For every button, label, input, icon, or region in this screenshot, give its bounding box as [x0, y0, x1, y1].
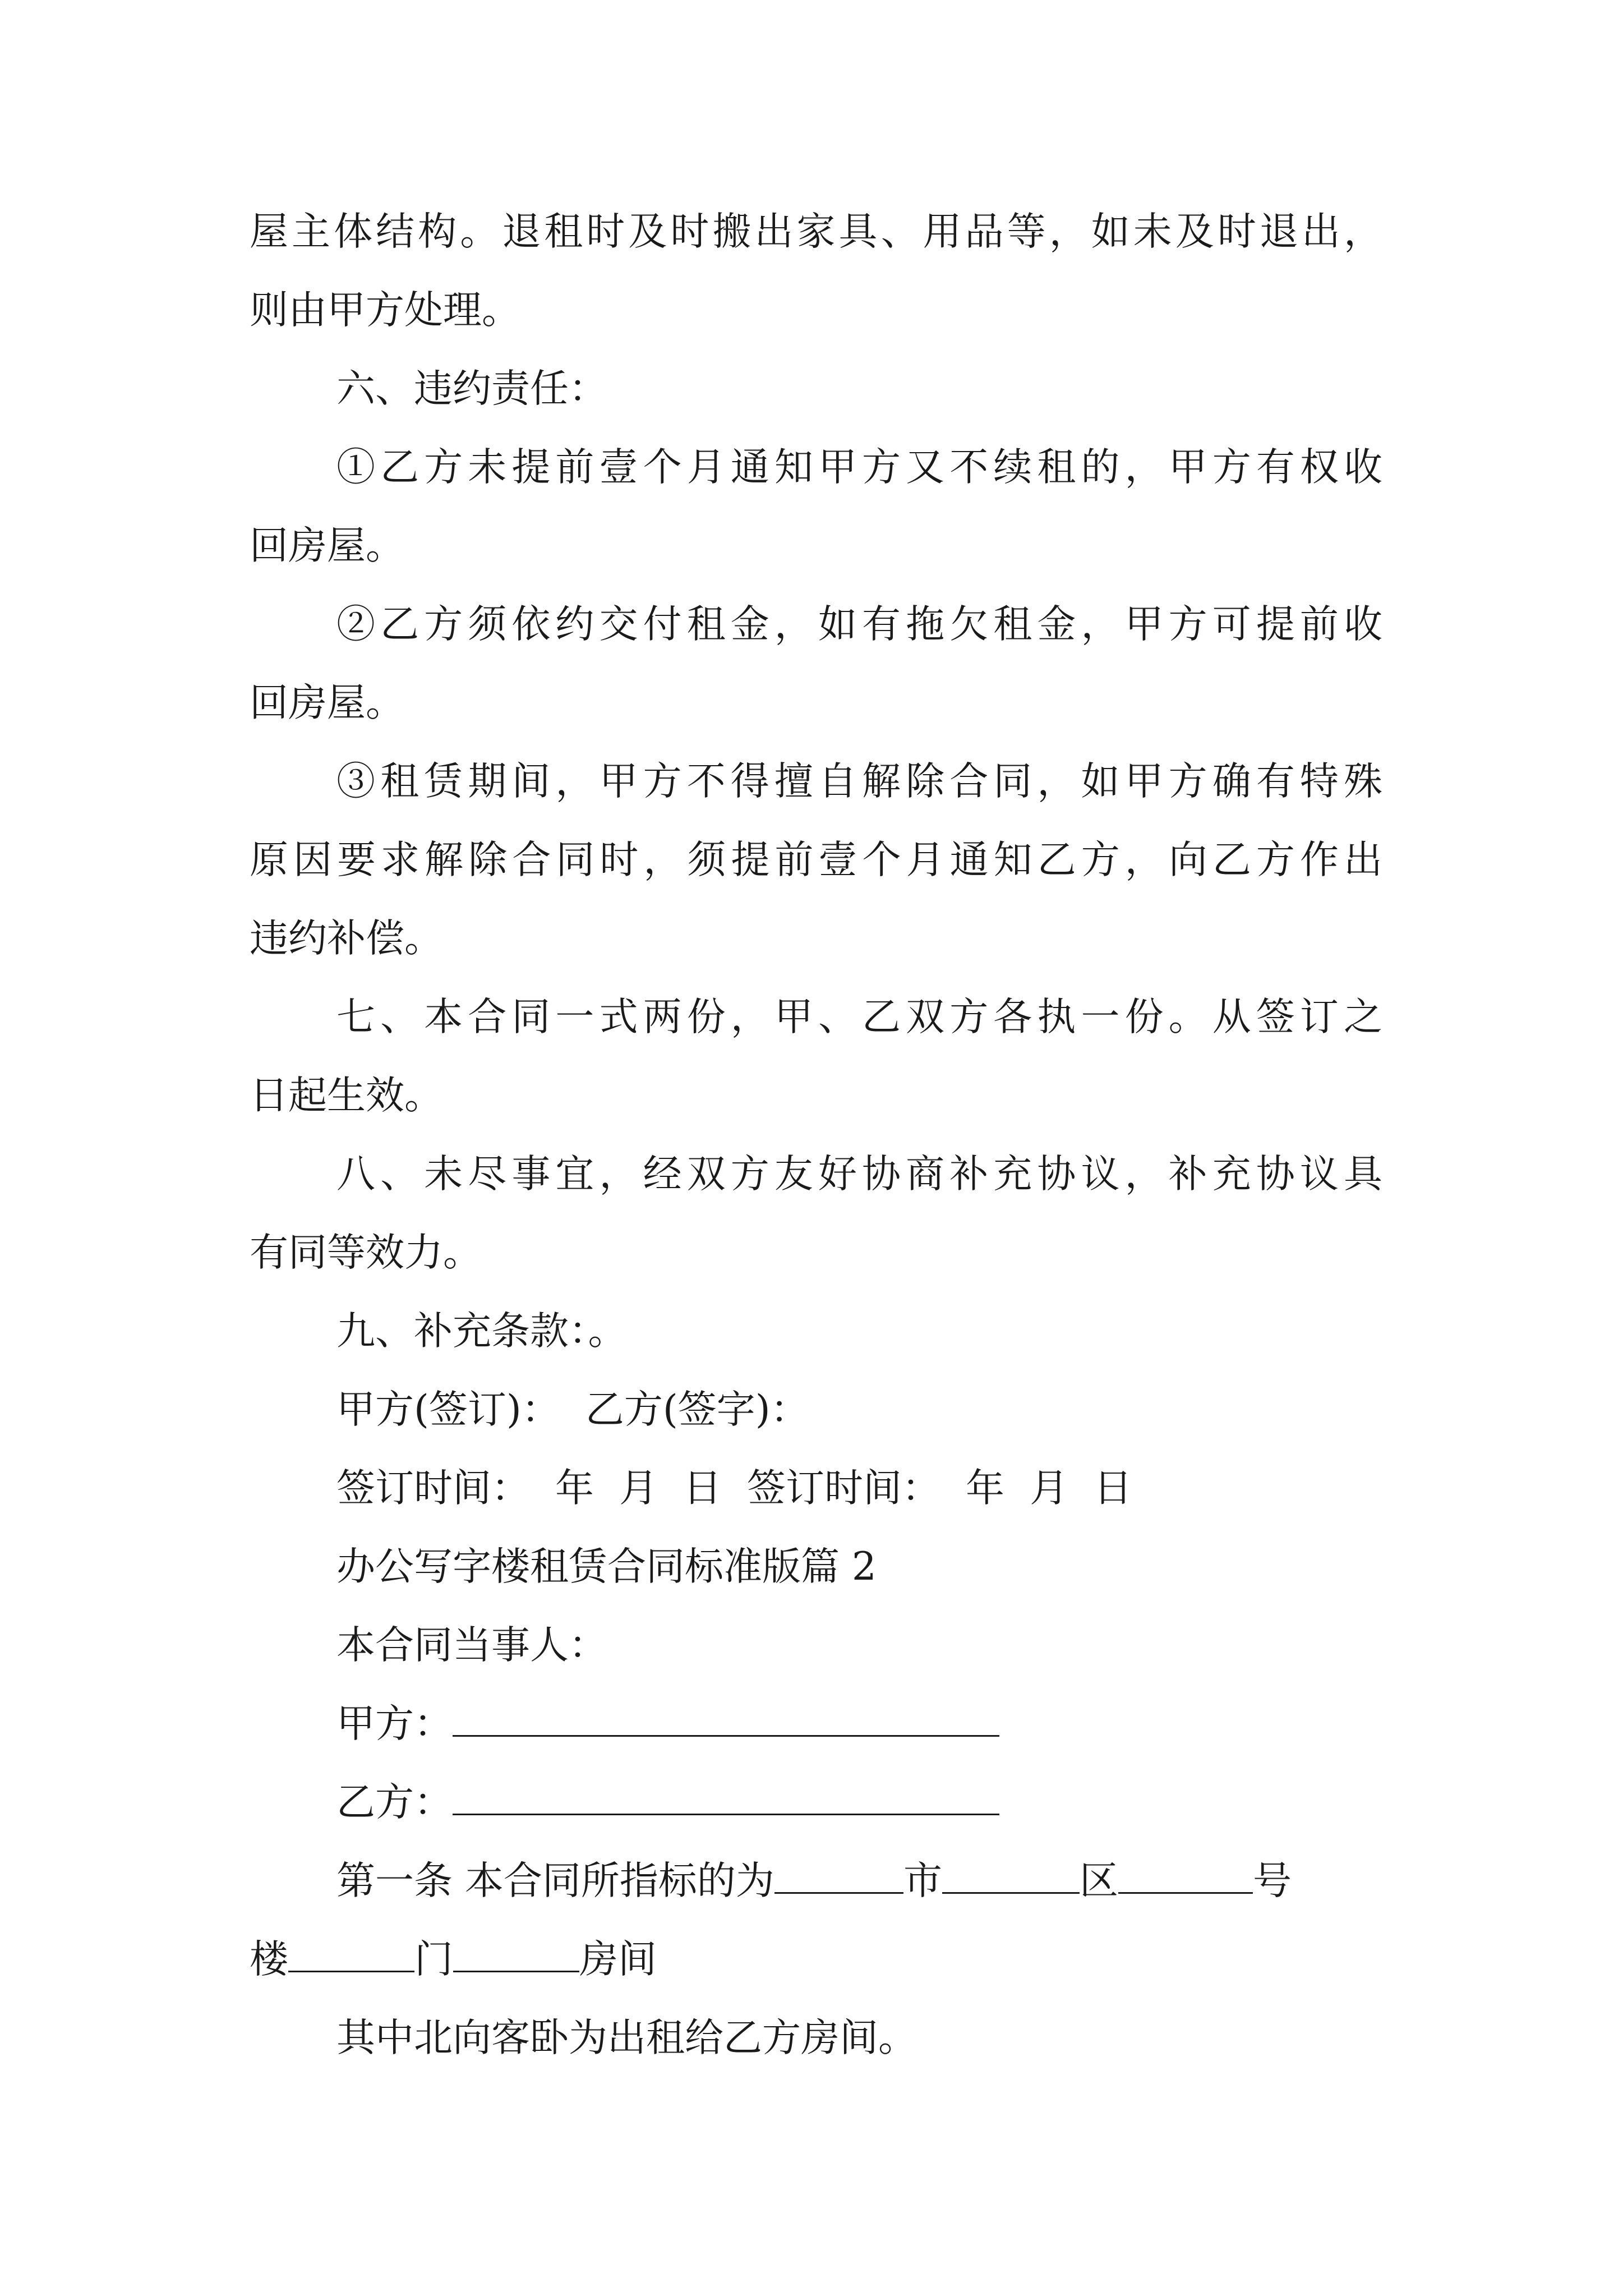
paragraph-line: 原因要求解除合同时，须提前壹个月通知乙方，向乙方作出: [250, 838, 1382, 882]
paragraph-line: 日起生效。: [250, 1073, 443, 1118]
section-heading: 六、违约责任：: [336, 366, 607, 411]
day-label: 日: [1094, 1466, 1132, 1511]
paragraph-line: ②乙方须依约交付租金，如有拖欠租金，甲方可提前收: [336, 602, 1382, 647]
paragraph-line: ①乙方未提前壹个月通知甲方又不续租的，甲方有权收: [336, 445, 1382, 490]
paragraph-line: ③租赁期间，甲方不得擅自解除合同，如甲方确有特殊: [336, 759, 1382, 804]
building-blank: [288, 1936, 414, 1972]
room-description: 其中北向客卧为出租给乙方房间。: [336, 2016, 917, 2060]
year-label: 年: [966, 1466, 1004, 1511]
paragraph-line: 回房屋。: [250, 680, 404, 725]
paragraph-line: 有同等效力。: [250, 1230, 482, 1275]
section-heading: 九、补充条款：。: [336, 1309, 627, 1354]
city-label: 市: [903, 1858, 942, 1903]
party-b-blank: [453, 1779, 999, 1815]
party-a-row: [336, 1699, 999, 1749]
party-b-row: [336, 1777, 999, 1828]
room-label: 房间: [579, 1937, 657, 1982]
article-1-line-2: [250, 1934, 657, 1985]
signature-parties: [336, 1384, 809, 1435]
day-label: 日: [683, 1466, 722, 1511]
article-1-line: [336, 1856, 1292, 1906]
party-a-blank: [453, 1700, 999, 1737]
district-label: 区: [1079, 1858, 1118, 1903]
unit-blank: [453, 1936, 579, 1972]
sign-time-label: 签订时间：: [336, 1466, 530, 1511]
year-label: 年: [555, 1466, 594, 1511]
paragraph-line: 回房屋。: [250, 523, 404, 568]
paragraph-line: 则由甲方处理。: [250, 288, 520, 333]
paragraph-line: 八、未尽事宜，经双方友好协商补充协议，补充协议具: [336, 1152, 1382, 1197]
month-label: 月: [1030, 1466, 1068, 1511]
party-a-signature-label: 甲方(签订)：: [336, 1387, 560, 1432]
paragraph-line: 违约补偿。: [250, 916, 443, 961]
city-blank: [774, 1857, 903, 1894]
article-1-prefix: 第一条 本合同所指标的为: [336, 1858, 774, 1903]
party-b-signature-label: 乙方(签字)：: [585, 1387, 809, 1432]
number-blank: [1118, 1857, 1253, 1894]
parties-heading: 本合同当事人：: [336, 1623, 607, 1668]
section-title: 办公写字楼租赁合同标准版篇 2: [336, 1544, 877, 1589]
month-label: 月: [619, 1466, 658, 1511]
sign-time-label: 签订时间：: [747, 1466, 940, 1511]
unit-label: 门: [414, 1937, 453, 1982]
party-b-label: 乙方：: [336, 1780, 453, 1825]
building-label: 楼: [250, 1937, 288, 1982]
paragraph-line: 七、本合同一式两份，甲、乙双方各执一份。从签订之: [336, 995, 1382, 1039]
party-a-label: 甲方：: [336, 1701, 453, 1746]
paragraph-line: 屋主体结构。退租时及时搬出家具、用品等，如未及时退出，: [250, 209, 1382, 254]
signature-date-row: [336, 1463, 1132, 1513]
number-label: 号: [1252, 1858, 1292, 1903]
district-blank: [942, 1857, 1080, 1894]
